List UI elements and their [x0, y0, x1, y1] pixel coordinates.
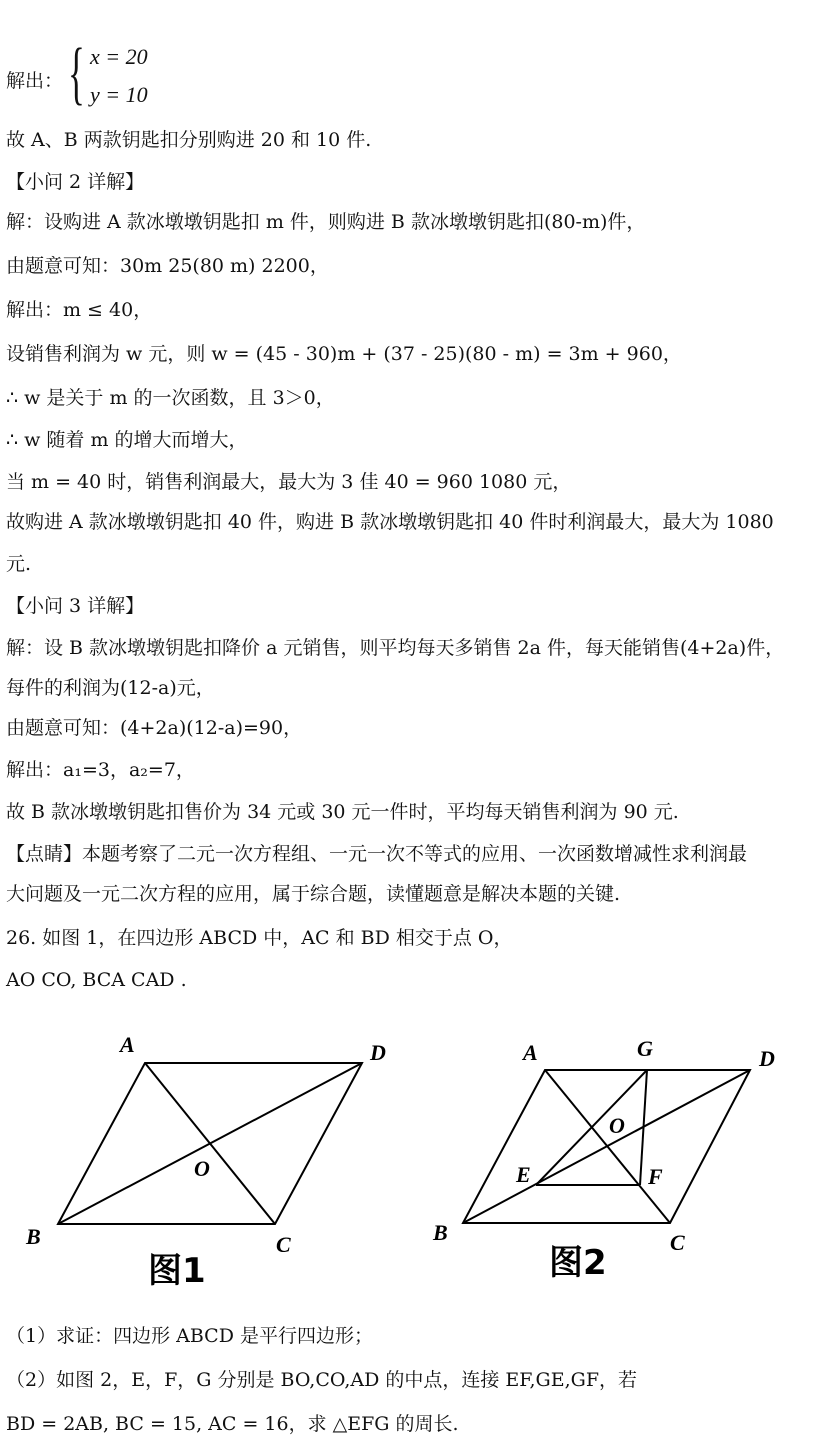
comment-line: 大问题及一元二次方程的应用，属于综合题，读懂题意是解决本题的关键. — [6, 883, 621, 905]
solve-label: 解出： — [6, 70, 64, 92]
label-b: B — [433, 1220, 448, 1245]
problem-condition: AO CO, BCA CAD . — [6, 969, 187, 991]
text-line: 由题意可知：30m 25(80 m) 2200， — [6, 255, 329, 277]
diagonal-bd — [463, 1070, 750, 1223]
text-line: ∴ w 是关于 m 的一次函数，且 3＞0， — [6, 387, 335, 409]
text-line: 当 m = 40 时，销售利润最大，最大为 3 佳 40 = 960 1080 元， — [6, 471, 572, 493]
label-f: F — [648, 1164, 663, 1189]
label-c: C — [670, 1230, 685, 1255]
segment-ge — [536, 1070, 647, 1185]
question-2: （2）如图 2，E，F，G 分别是 BO,CO,AD 的中点，连接 EF,GE,GF，若 — [6, 1369, 637, 1391]
label-o: O — [609, 1113, 625, 1138]
label-c: C — [276, 1232, 291, 1257]
text-line: 故 A、B 两款钥匙扣分别购进 20 和 10 件. — [6, 129, 372, 151]
figure-1 — [0, 1020, 415, 1300]
text-line: 解出：m ≤ 40， — [6, 299, 153, 321]
question-2-condition: BD = 2AB, BC = 15, AC = 16，求 △EFG 的周长. — [6, 1413, 459, 1435]
label-a: A — [120, 1032, 135, 1057]
text-line: 解：设 B 款冰墩墩钥匙扣降价 a 元销售，则平均每天多销售 2a 件，每天能销售(4+2a)件， — [6, 637, 785, 659]
text-line: 故购进 A 款冰墩墩钥匙扣 40 件，购进 B 款冰墩墩钥匙扣 40 件时利润最大，最大为 1080 — [6, 511, 774, 533]
label-d: D — [759, 1046, 775, 1071]
text-line: 解：设购进 A 款冰墩墩钥匙扣 m 件，则购进 B 款冰墩墩钥匙扣(80-m)件， — [6, 211, 646, 233]
text-line: 故 B 款冰墩墩钥匙扣售价为 34 元或 30 元一件时，平均每天销售利润为 90 元. — [6, 801, 679, 823]
text-line: ∴ w 随着 m 的增大而增大， — [6, 429, 248, 451]
label-d: D — [370, 1040, 386, 1065]
label-a: A — [523, 1040, 538, 1065]
text-line: 每件的利润为(12-a)元， — [6, 677, 215, 699]
label-g: G — [637, 1036, 653, 1061]
diagonal-bd — [58, 1063, 362, 1224]
figure-1-caption: 图1 — [148, 1251, 206, 1291]
label-e: E — [516, 1162, 531, 1187]
equation-x: x = 20 — [90, 44, 148, 69]
label-o: O — [194, 1156, 210, 1181]
text-line: 元. — [6, 553, 32, 575]
label-b: B — [26, 1224, 41, 1249]
figure-2 — [415, 1020, 831, 1300]
equation-y: y = 10 — [90, 82, 148, 107]
text-line: 由题意可知：(4+2a)(12-a)=90， — [6, 717, 303, 739]
question-1: （1）求证：四边形 ABCD 是平行四边形； — [6, 1325, 373, 1347]
figure-2-caption: 图2 — [549, 1243, 607, 1283]
section-heading: 【小问 2 详解】 — [6, 171, 145, 193]
comment-line: 【点睛】本题考察了二元一次方程组、一元一次不等式的应用、一次函数增减性求利润最 — [6, 843, 748, 865]
text-line: 设销售利润为 w 元，则 w = (45 - 30)m + (37 - 25)(80 - m) = 3m + 960， — [6, 343, 682, 365]
text-line: 解出：a₁=3，a₂=7， — [6, 759, 195, 781]
section-heading: 【小问 3 详解】 — [6, 595, 145, 617]
problem-statement: 26. 如图 1，在四边形 ABCD 中，AC 和 BD 相交于点 O， — [6, 927, 513, 949]
system-brace: { — [68, 35, 85, 112]
